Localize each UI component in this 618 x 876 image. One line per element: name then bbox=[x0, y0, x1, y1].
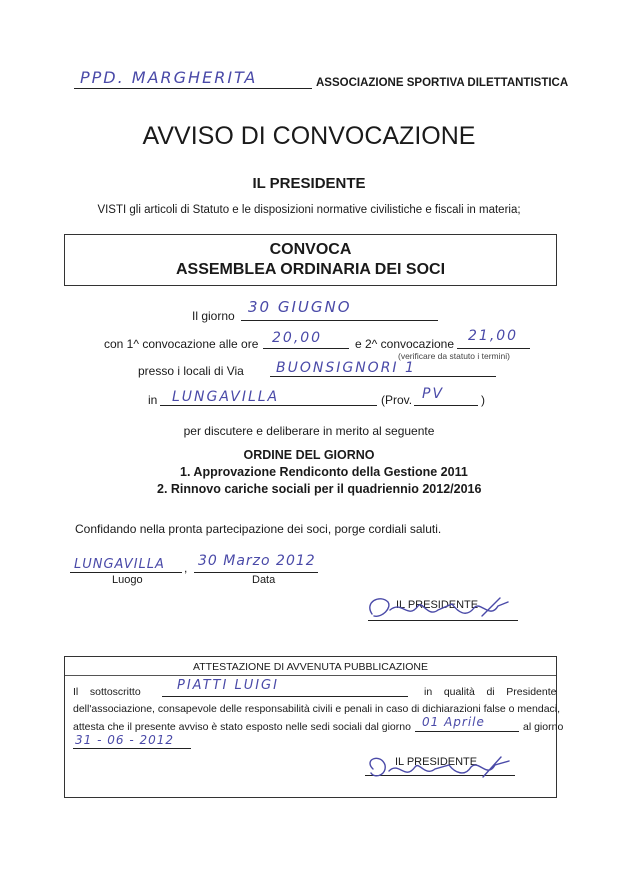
place-date-comma: , bbox=[184, 561, 188, 575]
seconda-convocazione-label: e 2^ convocazione bbox=[355, 337, 455, 351]
in-line bbox=[160, 405, 377, 406]
in-value: LUNGAVILLA bbox=[172, 389, 280, 405]
place-value: LUNGAVILLA bbox=[74, 557, 165, 572]
attestation-signature-label: IL PRESIDENTE bbox=[395, 756, 478, 768]
undersigned-name-line bbox=[162, 696, 408, 697]
closing-text: Confidando nella pronta partecipazione dei soci, porge cordiali saluti. bbox=[75, 522, 442, 536]
place-label: Luogo bbox=[112, 574, 143, 586]
prov-value: PV bbox=[422, 386, 445, 402]
date-label: Data bbox=[252, 574, 276, 586]
in-label: in bbox=[148, 393, 158, 407]
attestation-row3-prefix: attesta che il presente avviso è stato esposto nelle sedi sociali dal giorno bbox=[73, 721, 411, 733]
signature-label: IL PRESIDENTE bbox=[396, 599, 479, 611]
visti-text: VISTI gli articoli di Statuto e le disposizioni normative civilistiche e fiscali in materia; bbox=[97, 204, 521, 216]
convoca-line2: ASSEMBLEA ORDINARIA DEI SOCI bbox=[175, 261, 446, 278]
agenda-item: 1. Approvazione Rendiconto della Gestione 2011 bbox=[180, 465, 468, 479]
giorno-line bbox=[241, 320, 438, 321]
agenda-item: 2. Rinnovo cariche sociali per il quadriennio 2012/2016 bbox=[157, 482, 482, 496]
prov-close: ) bbox=[481, 393, 485, 407]
attestation-signature-image bbox=[361, 753, 521, 787]
prov-label: (Prov. bbox=[381, 393, 413, 407]
attestation-divider bbox=[65, 675, 556, 676]
signature-image bbox=[362, 592, 522, 626]
giorno-value: 30 GIUGNO bbox=[248, 298, 352, 316]
seconda-convocazione-line bbox=[457, 348, 530, 349]
date-value: 30 Marzo 2012 bbox=[198, 553, 316, 569]
attestation-row1-suffix: in qualità di Presidente bbox=[424, 686, 557, 698]
exposed-from-value: 01 Aprile bbox=[422, 715, 485, 729]
attestation-box bbox=[64, 656, 564, 798]
convoca-line1: CONVOCA bbox=[269, 241, 352, 258]
attestation-heading: ATTESTAZIONE DI AVVENUTA PUBBLICAZIONE bbox=[193, 661, 428, 673]
exposed-from-line bbox=[415, 731, 519, 732]
date-line bbox=[194, 572, 318, 573]
prov-line bbox=[414, 405, 478, 406]
prima-convocazione-line bbox=[263, 348, 349, 349]
exposed-to-line bbox=[73, 748, 191, 749]
association-type: ASSOCIAZIONE SPORTIVA DILETTANTISTICA bbox=[316, 77, 569, 89]
seconda-convocazione-value: 21,00 bbox=[468, 328, 519, 344]
prima-convocazione-label: con 1^ convocazione alle ore bbox=[104, 337, 259, 351]
via-label: presso i locali di Via bbox=[138, 364, 244, 378]
via-line bbox=[270, 376, 496, 377]
via-value: BUONSIGNORI 1 bbox=[276, 360, 416, 376]
undersigned-name-value: PIATTI LUIGI bbox=[177, 678, 279, 693]
attestation-row1-prefix: Il sottoscritto bbox=[73, 686, 141, 698]
page-title: AVVISO DI CONVOCAZIONE bbox=[142, 122, 476, 150]
attestation-row3-suffix: al giorno bbox=[523, 721, 564, 733]
exposed-to-value: 31 - 06 - 2012 bbox=[75, 733, 174, 747]
attestation-row2: dell'associazione, consapevole delle responsabilità civili e penali in caso di dichiarazioni false o mendaci, bbox=[73, 703, 561, 715]
discutere-text: per discutere e deliberare in merito al seguente bbox=[183, 424, 435, 438]
president-heading: IL PRESIDENTE bbox=[252, 175, 366, 192]
place-line bbox=[70, 572, 182, 573]
seconda-note: (verificare da statuto i termini) bbox=[398, 351, 510, 361]
association-name-line bbox=[74, 88, 312, 89]
prima-convocazione-value: 20,00 bbox=[272, 330, 323, 346]
giorno-label: Il giorno bbox=[192, 309, 235, 323]
agenda-heading: ORDINE DEL GIORNO bbox=[243, 448, 375, 462]
association-name: PPD. MARGHERITA bbox=[80, 68, 258, 87]
